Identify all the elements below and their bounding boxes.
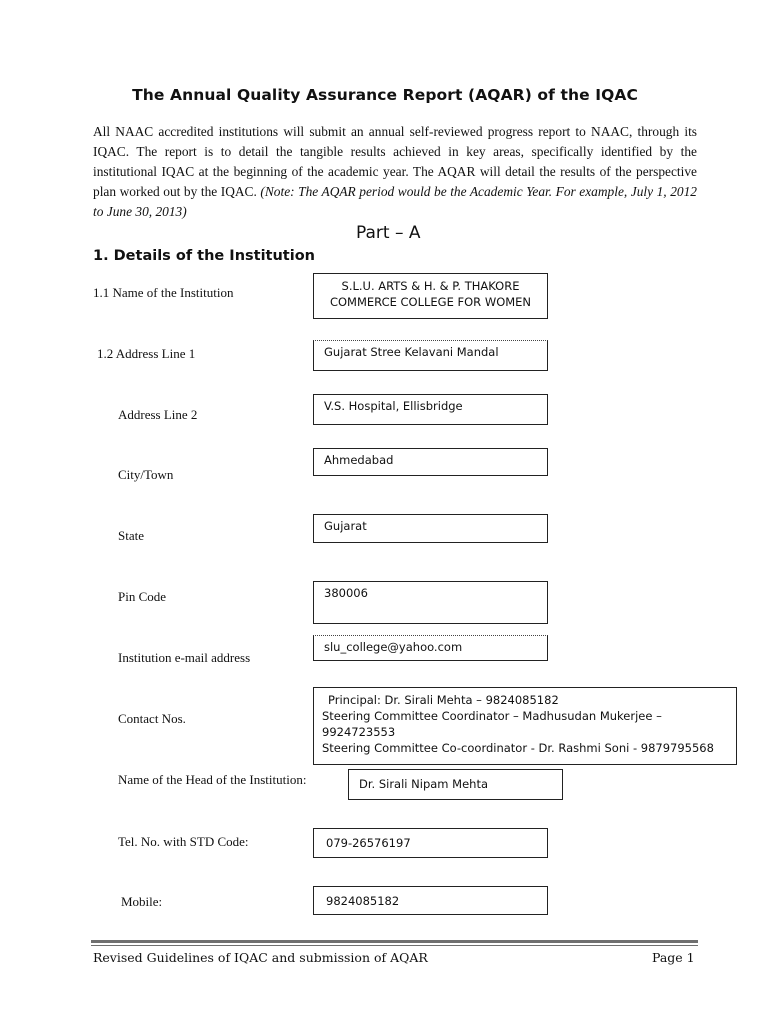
tel-label: Tel. No. with STD Code: xyxy=(118,834,249,849)
footer-rule-thick xyxy=(91,940,698,943)
head-field[interactable]: Dr. Sirali Nipam Mehta xyxy=(348,769,563,800)
institution-name-field[interactable] xyxy=(313,273,548,319)
state-label: State xyxy=(118,528,144,543)
tel-field[interactable]: 079-26576197 xyxy=(313,828,548,858)
footer-rule-thin xyxy=(91,945,698,946)
intro-note: (Note: The AQAR period would be the Academic Year. For example, July 1, 2012 to June 30, 2013) xyxy=(93,184,697,219)
contact-line3: 9924723553 xyxy=(322,725,396,739)
institution-name-line2: COMMERCE COLLEGE FOR WOMEN xyxy=(329,295,532,309)
city-label: City/Town xyxy=(118,467,174,482)
section-heading: 1. Details of the Institution xyxy=(93,248,315,264)
page-title: The Annual Quality Assurance Report (AQAR) of the IQAC xyxy=(132,86,638,104)
email-label: Institution e-mail address xyxy=(118,650,251,665)
pin-field[interactable]: 380006 xyxy=(313,581,548,624)
page-number: Page 1 xyxy=(652,950,695,965)
address2-field[interactable]: V.S. Hospital, Ellisbridge xyxy=(313,394,548,425)
intro-text: All NAAC accredited institutions will submit an annual self-reviewed progress report to NAAC, through its IQAC. The report is to detail the tangible results achieved in key areas, specifically identified by the institutional IQAC at the beginning of the academic year. The AQAR will detail the results of the perspective plan worked out by the IQAC. xyxy=(93,124,697,199)
pin-label: Pin Code xyxy=(118,589,167,604)
footer-title: Revised Guidelines of IQAC and submission of AQAR xyxy=(93,950,428,965)
contact-line4: Steering Committee Co-coordinator - Dr. Rashmi Soni - 9879795568 xyxy=(322,741,714,755)
head-label: Name of the Head of the Institution: xyxy=(118,772,307,787)
institution-name-line1: S.L.U. ARTS & H. & P. THAKORE xyxy=(341,279,520,293)
intro-paragraph xyxy=(93,122,697,222)
address1-field[interactable]: Gujarat Stree Kelavani Mandal xyxy=(313,340,548,371)
institution-name-label: 1.1 Name of the Institution xyxy=(93,285,234,300)
email-field[interactable]: slu_college@yahoo.com xyxy=(313,635,548,661)
part-heading: Part – A xyxy=(356,223,421,243)
mobile-label: Mobile: xyxy=(121,894,163,909)
address2-label: Address Line 2 xyxy=(118,407,198,422)
state-field[interactable]: Gujarat xyxy=(313,514,548,543)
mobile-field[interactable]: 9824085182 xyxy=(313,886,548,915)
city-field[interactable]: Ahmedabad xyxy=(313,448,548,476)
address1-label: 1.2 Address Line 1 xyxy=(97,346,196,361)
contact-label: Contact Nos. xyxy=(118,711,186,726)
contact-line2: Steering Committee Coordinator – Madhusudan Mukerjee – xyxy=(322,709,662,723)
contact-field[interactable] xyxy=(313,687,737,765)
contact-line1: Principal: Dr. Sirali Mehta – 9824085182 xyxy=(328,693,559,707)
